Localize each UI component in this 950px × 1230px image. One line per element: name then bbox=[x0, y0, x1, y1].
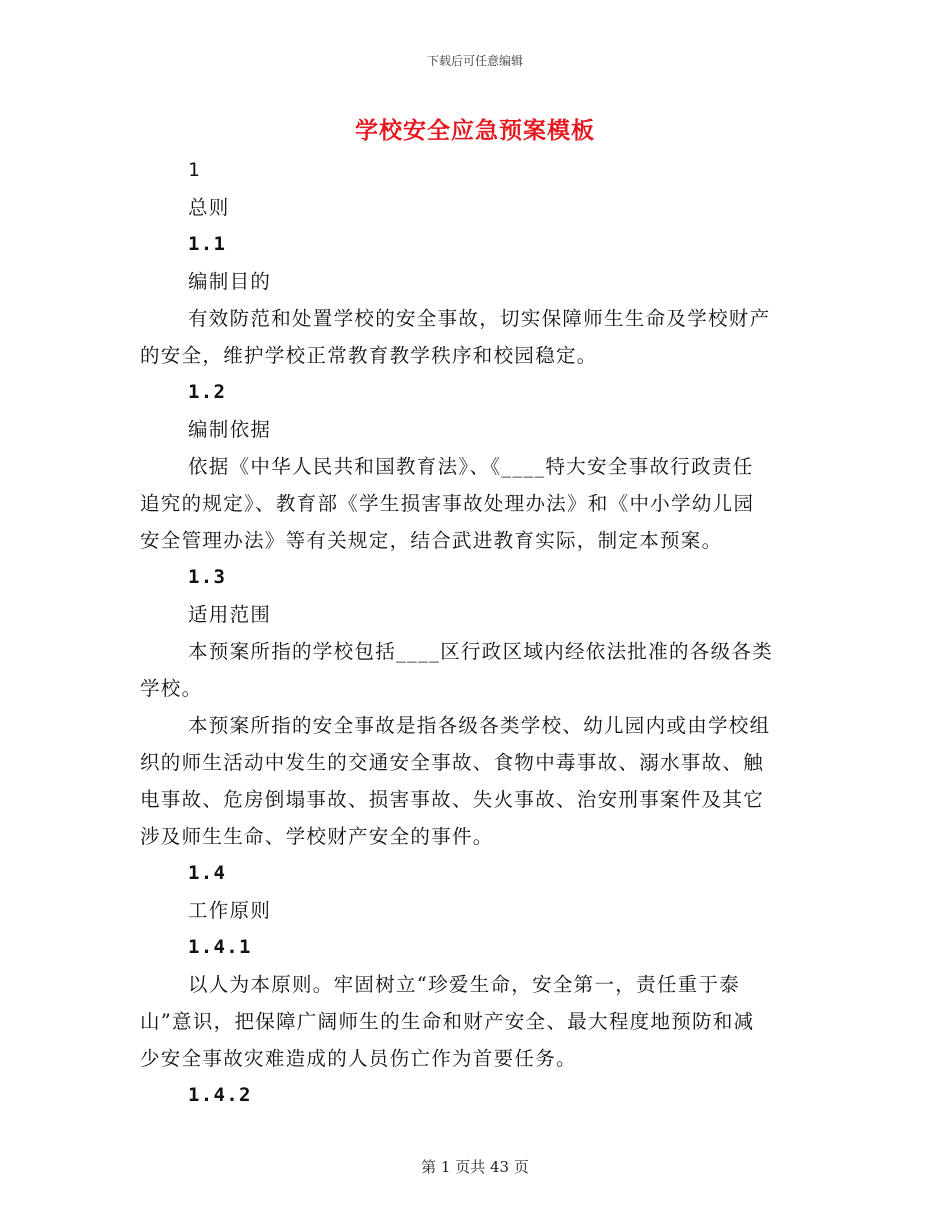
section-heading: 编制依据 bbox=[188, 418, 272, 441]
paragraph-line: 安全管理办法》等有关规定，结合武进教育实际，制定本预案。 bbox=[140, 529, 723, 552]
section-heading: 适用范围 bbox=[188, 603, 272, 626]
paragraph-line: 山”意识，把保障广阔师生的生命和财产安全、最大程度地预防和减 bbox=[140, 1010, 755, 1033]
section-number: 1.4.2 bbox=[188, 1084, 252, 1106]
paragraph-line: 少安全事故灾难造成的人员伤亡作为首要任务。 bbox=[140, 1047, 577, 1070]
header-note: 下载后可任意编辑 bbox=[426, 54, 523, 68]
paragraph-line: 电事故、危房倒塌事故、损害事故、失火事故、治安刑事案件及其它 bbox=[140, 788, 765, 811]
document-body bbox=[140, 152, 800, 1114]
paragraph-line: 依据《中华人民共和国教育法》、《____特大安全事故行政责任 bbox=[188, 455, 754, 478]
section-number: 1 bbox=[188, 159, 201, 181]
paragraph-line: 本预案所指的学校包括____区行政区域内经依法批准的各级各类 bbox=[188, 640, 773, 663]
paragraph-line: 涉及师生生命、学校财产安全的事件。 bbox=[140, 825, 494, 848]
paragraph-line: 的安全，维护学校正常教育教学秩序和校园稳定。 bbox=[140, 344, 598, 367]
paragraph-line: 追究的规定》、教育部《学生损害事故处理办法》和《中小学幼儿园 bbox=[140, 492, 755, 515]
section-number: 1.2 bbox=[188, 381, 227, 403]
section-number: 1.3 bbox=[188, 566, 227, 588]
section-heading: 编制目的 bbox=[188, 270, 272, 293]
paragraph-line: 织的师生活动中发生的交通安全事故、食物中毒事故、溺水事故、触 bbox=[140, 751, 765, 774]
paragraph-line: 学校。 bbox=[140, 677, 203, 700]
document-title: 学校安全应急预案模板 bbox=[355, 117, 595, 144]
section-number: 1.1 bbox=[188, 233, 227, 255]
section-heading: 工作原则 bbox=[188, 899, 272, 922]
paragraph-line: 以人为本原则。牢固树立“珍爱生命，安全第一，责任重于泰 bbox=[188, 973, 741, 996]
section-number: 1.4 bbox=[188, 862, 227, 884]
paragraph-line: 本预案所指的安全事故是指各级各类学校、幼儿园内或由学校组 bbox=[188, 714, 771, 737]
paragraph-line: 有效防范和处置学校的安全事故，切实保障师生生命及学校财产 bbox=[188, 307, 771, 330]
section-heading: 总则 bbox=[188, 196, 230, 219]
section-number: 1.4.1 bbox=[188, 936, 252, 958]
page-footer: 第 1 页共 43 页 bbox=[421, 1158, 529, 1176]
